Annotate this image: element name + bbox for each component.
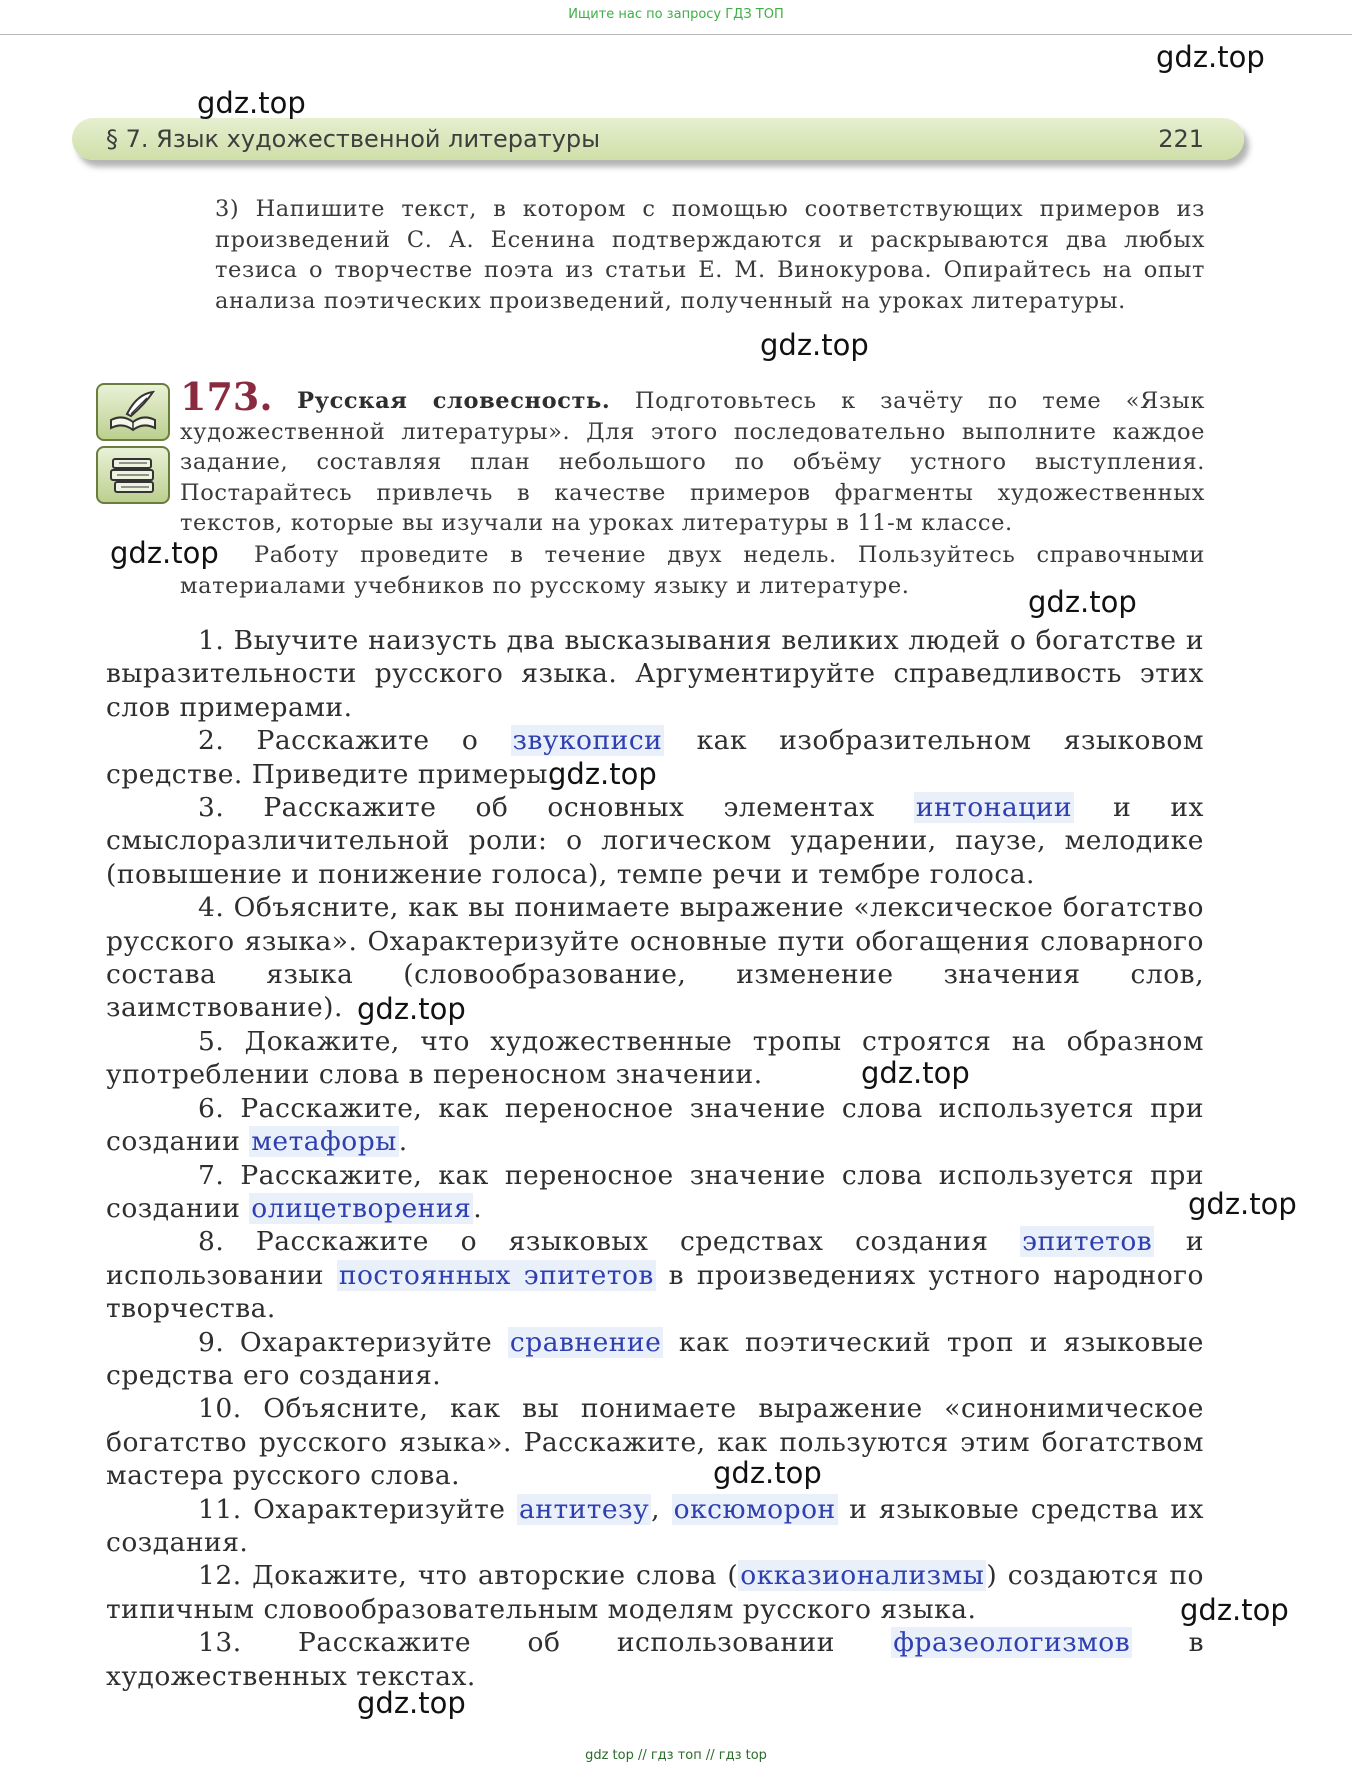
watermark: gdz.top xyxy=(548,757,657,791)
term-link[interactable]: окказионализмы xyxy=(740,1560,985,1592)
bottom-links[interactable]: gdz top // гдз топ // гдз top xyxy=(585,1748,767,1763)
section-title: § 7. Язык художественной литературы xyxy=(106,125,601,153)
exercise-intro xyxy=(180,374,1205,539)
list-item: 12. Докажите, что авторские слова (окказионализмы) создаются по типичным словообразовательным моделям русского языка. xyxy=(106,1560,1204,1625)
list-item: 1. Выучите наизусть два высказывания великих людей о богатстве и выразительности русского языка. Аргументируйте справедливость этих слов примерами. xyxy=(106,625,1204,723)
exercise-number: 173. xyxy=(180,374,273,419)
term-link[interactable]: постоянных эпитетов xyxy=(338,1259,654,1291)
term-link[interactable]: оксюморон xyxy=(673,1493,836,1525)
watermark: gdz.top xyxy=(197,86,306,120)
term-link[interactable]: антитезу xyxy=(518,1493,650,1525)
watermark: gdz.top xyxy=(1028,585,1137,619)
watermark: gdz.top xyxy=(713,1456,822,1490)
intro-paragraph: 3) Напишите текст, в котором с помощью соответствующих примеров из произведений С. А. Есенина подтверждаются и раскрываются два любых тезиса о творчестве поэта из статьи Е. М. Винокурова. Опирайтесь на опыт анализа поэтических произведений, полученный на уроках литературы. xyxy=(215,196,1205,314)
list-item: 13. Расскажите об использовании фразеологизмов в художественных текстах. xyxy=(106,1627,1204,1692)
list-item: 2. Расскажите о звукописи как изобразительном языковом средстве. Приведите примеры. xyxy=(106,725,1204,790)
term-link[interactable]: интонации xyxy=(915,792,1073,824)
watermark: gdz.top xyxy=(110,536,219,570)
pen-book-icon xyxy=(96,383,170,441)
watermark: gdz.top xyxy=(357,1686,466,1720)
list-item: 10. Объясните, как вы понимаете выражение «синонимическое богатство русского языка». Расскажите, как пользуются этим богатством мастера русского слова. xyxy=(106,1393,1204,1492)
watermark: gdz.top xyxy=(760,328,869,362)
page-number: 221 xyxy=(1158,125,1204,153)
list-item: 3. Расскажите об основных элементах интонации и их смыслоразличительной роли: о логическом ударении, паузе, мелодике (повышение и понижение голоса), темпе речи и тембре голоса. xyxy=(106,792,1204,890)
watermark: gdz.top xyxy=(357,992,466,1026)
watermark: gdz.top xyxy=(1156,40,1265,74)
exercise-text: Подготовьтесь к зачёту по теме «Язык художественной литературы». Для этого последовательно выполните каждое задание, составляя план небольшого по объёму устного выступления. Постарайтесь привлечь в качестве примеров фрагменты художественных текстов, которые вы изучали на уроках литературы в 11-м классе. xyxy=(180,388,1205,536)
term-link[interactable]: олицетворения xyxy=(251,1192,472,1224)
list-item: 8. Расскажите о языковых средствах создания эпитетов и использовании постоянных эпитетов в произведениях устного народного творчества. xyxy=(106,1226,1204,1325)
list-item: 9. Охарактеризуйте сравнение как поэтический троп и языковые средства его создания. xyxy=(106,1326,1204,1391)
list-item: 7. Расскажите, как переносное значение слова используется при создании олицетворения. xyxy=(106,1159,1204,1224)
section-header xyxy=(72,118,1244,160)
term-link[interactable]: эпитетов xyxy=(1022,1226,1153,1258)
watermark: gdz.top xyxy=(861,1056,970,1090)
exercise-title: Русская словесность. xyxy=(297,388,611,414)
term-link[interactable]: фразеологизмов xyxy=(893,1627,1131,1659)
books-stack-icon xyxy=(96,446,170,504)
term-link[interactable]: звукописи xyxy=(512,725,663,757)
watermark: gdz.top xyxy=(1180,1593,1289,1627)
list-item: 4. Объясните, как вы понимаете выражение «лексическое богатство русского языка». Охарактеризуйте основные пути обогащения словарного состава языка (словообразование, изменение значения слов, заимствование). xyxy=(106,892,1204,1024)
term-link[interactable]: сравнение xyxy=(509,1326,662,1358)
exercise-note-text: Работу проведите в течение двух недель. Пользуйтесь справочными материалами учебников по русскому языку и литературе. xyxy=(180,542,1205,599)
list-item: 11. Охарактеризуйте антитезу, оксюморон и языковые средства их создания. xyxy=(106,1493,1204,1558)
top-banner xyxy=(0,0,1352,35)
banner-text: Ищите нас по запросу ГДЗ ТОП xyxy=(568,7,784,22)
list-item: 6. Расскажите, как переносное значение слова используется при создании метафоры. xyxy=(106,1092,1204,1158)
term-link[interactable]: метафоры xyxy=(251,1126,397,1158)
watermark: gdz.top xyxy=(1188,1187,1297,1221)
list-item: 5. Докажите, что художественные тропы строятся на образном употреблении слова в переносном значении. xyxy=(106,1025,1204,1091)
